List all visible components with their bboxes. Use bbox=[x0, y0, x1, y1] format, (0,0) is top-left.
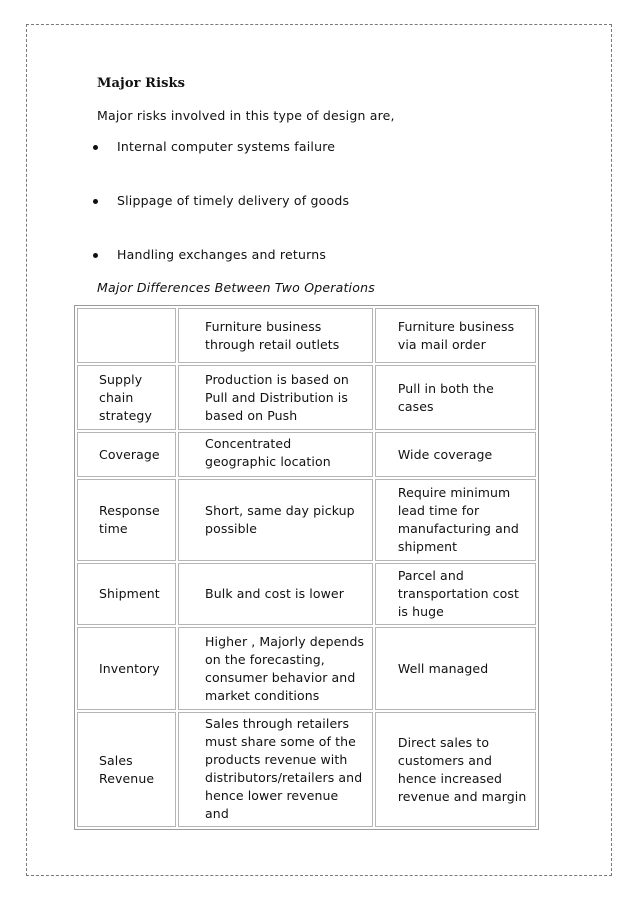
row-label: Supply chain strategy bbox=[77, 365, 176, 430]
table-row bbox=[77, 365, 536, 430]
risk-list bbox=[90, 136, 349, 298]
row-label: Coverage bbox=[77, 432, 176, 477]
mail-cell: Parcel and transportation cost is huge bbox=[375, 563, 536, 625]
mail-cell: Direct sales to customers and hence increased revenue and margin bbox=[375, 712, 536, 827]
table-row bbox=[77, 479, 536, 561]
table-row bbox=[77, 627, 536, 710]
table-row bbox=[77, 432, 536, 477]
row-label: Inventory bbox=[77, 627, 176, 710]
mail-cell: Pull in both the cases bbox=[375, 365, 536, 430]
intro-paragraph: Major risks involved in this type of design are, bbox=[97, 108, 395, 123]
row-label: Shipment bbox=[77, 563, 176, 625]
retail-cell: Bulk and cost is lower bbox=[178, 563, 373, 625]
retail-cell: Concentrated geographic location bbox=[178, 432, 373, 477]
retail-cell: Short, same day pickup possible bbox=[178, 479, 373, 561]
header-cell-empty bbox=[77, 308, 176, 363]
table-caption: Major Differences Between Two Operations bbox=[97, 280, 375, 295]
risk-item-1: Internal computer systems failure bbox=[90, 136, 349, 158]
header-cell-mail: Furniture business via mail order bbox=[375, 308, 536, 363]
table-row bbox=[77, 563, 536, 625]
retail-cell: Higher , Majorly depends on the forecasting, consumer behavior and market conditions bbox=[178, 627, 373, 710]
risk-item-2: Slippage of timely delivery of goods bbox=[90, 190, 349, 212]
retail-cell: Production is based on Pull and Distribution is based on Push bbox=[178, 365, 373, 430]
row-label: Sales Revenue bbox=[77, 712, 176, 827]
retail-cell: Sales through retailers must share some of the products revenue with distributors/retailers and hence lower revenue and bbox=[178, 712, 373, 827]
table-header-row bbox=[77, 308, 536, 363]
differences-table bbox=[74, 305, 539, 830]
row-label: Response time bbox=[77, 479, 176, 561]
risk-item-3: Handling exchanges and returns bbox=[90, 244, 349, 266]
header-cell-retail: Furniture business through retail outlets bbox=[178, 308, 373, 363]
mail-cell: Require minimum lead time for manufacturing and shipment bbox=[375, 479, 536, 561]
mail-cell: Wide coverage bbox=[375, 432, 536, 477]
table-row bbox=[77, 712, 536, 827]
section-heading: Major Risks bbox=[97, 76, 186, 91]
mail-cell: Well managed bbox=[375, 627, 536, 710]
